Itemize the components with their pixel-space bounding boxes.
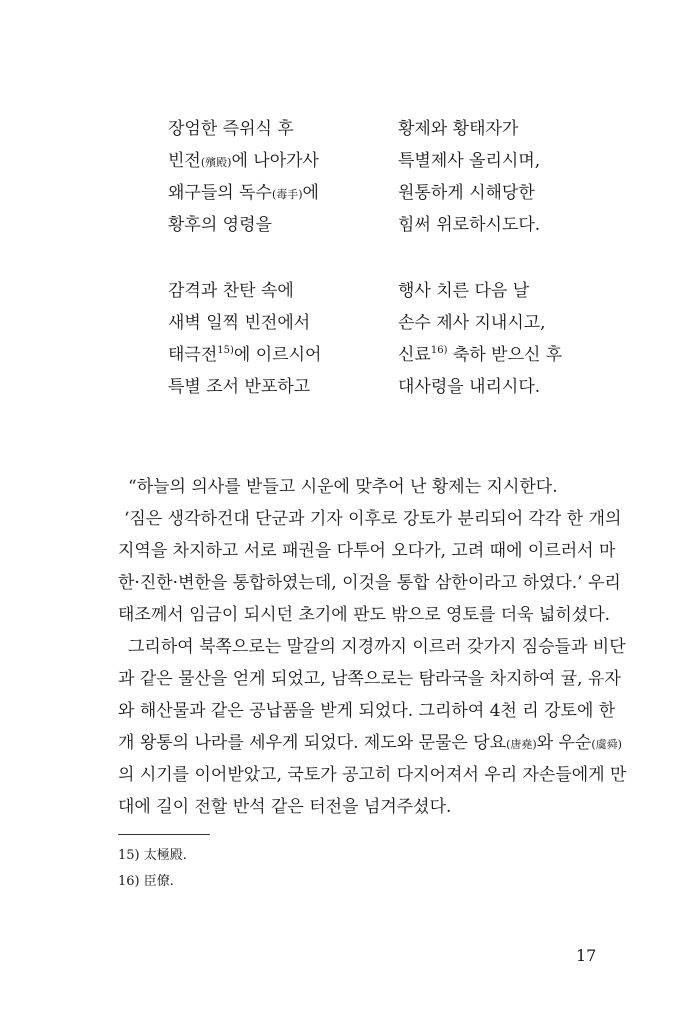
verse-text: 신료	[398, 345, 431, 365]
prose-line: 그리하여 북쪽으로는 말갈의 지경까지 이르러 갖가지 짐승들과 비단	[128, 637, 626, 657]
prose-line: 한·진한·변한을 통합하였는데, 이것을 통합 삼한이라고 하였다.’ 우리	[118, 573, 621, 593]
hanja-annotation: (殯殿)	[200, 156, 232, 169]
verse-line: 감격과 찬탄 속에	[168, 281, 294, 301]
verse-line: 특별제사 올리시며,	[398, 151, 541, 171]
footnote-ref: 15)	[217, 345, 234, 356]
prose-line: 대에 길이 전할 반석 같은 터전을 넘겨주셨다.	[118, 797, 452, 817]
verse-line: 원통하게 시해당한	[398, 183, 535, 203]
verse-line: 손수 제사 지내시고,	[398, 313, 546, 333]
footnote-divider	[118, 834, 210, 835]
prose-line: 과 같은 물산을 얻게 되었고, 남쪽으로는 탐라국을 차지하여 귤, 유자	[118, 669, 621, 689]
verse-line: 행사 치른 다음 날	[398, 281, 530, 301]
footnote-text: 太極殿.	[143, 848, 187, 863]
footnote-number: 15)	[118, 848, 140, 863]
hanja-annotation: (虞舜)	[591, 738, 622, 751]
verse-line: 장엄한 즉위식 후	[168, 119, 294, 139]
footnote-text: 臣僚.	[143, 874, 174, 889]
hanja-annotation: (毒手)	[271, 188, 303, 201]
prose-line: 와 해산물과 같은 공납품을 받게 되었다. 그리하여 4천 리 강토에 한	[118, 701, 616, 721]
prose-line: 태조께서 임금이 되시던 초기에 판도 밖으로 영토를 더욱 넓히셨다.	[118, 605, 611, 625]
prose-line: ‘짐은 생각하건대 단군과 기자 이후로 강토가 분리되어 각각 한 개의	[124, 509, 622, 529]
verse-text: 축하 받으신 후	[447, 345, 563, 365]
footnote	[118, 874, 174, 890]
footnote	[118, 848, 187, 864]
verse-text: 에 이르시어	[233, 345, 322, 365]
verse-line: 특별 조서 반포하고	[168, 377, 311, 397]
verse-text: 태극전	[168, 345, 218, 365]
footnote-number: 16)	[118, 874, 140, 889]
prose-line: “하늘의 의사를 받들고 시운에 맞추어 난 황제는 지시한다.	[128, 477, 558, 497]
verse-line: 대사령을 내리시다.	[398, 377, 541, 397]
verse-line: 새벽 일찍 빈전에서	[168, 313, 311, 333]
prose-line: 의 시기를 이어받았고, 국토가 공고히 다지어져서 우리 자손들에게 만	[118, 765, 627, 785]
verse-text: 에	[302, 183, 319, 203]
prose-line: 지역을 차지하고 서로 패권을 다투어 오다가, 고려 때에 이르러서 마	[118, 541, 616, 561]
footnote-ref: 16)	[430, 345, 448, 356]
verse-text: 에 나아가사	[231, 151, 319, 171]
verse-line: 힘써 위로하시도다.	[398, 215, 541, 235]
verse-line: 황후의 영령을	[168, 215, 272, 235]
verse-line	[168, 344, 321, 366]
page-number: 17	[576, 946, 597, 965]
verse-line	[398, 344, 562, 366]
verse-line	[168, 182, 319, 206]
verse-text: 왜구들의 독수	[168, 183, 272, 203]
verse-line: 황제와 황태자가	[398, 119, 519, 139]
prose-text: 개 왕통의 나라를 세우게 되었다. 제도와 문물은 당요	[118, 733, 507, 753]
verse-text: 빈전	[168, 151, 201, 171]
prose-line	[118, 732, 622, 756]
verse-line	[168, 150, 319, 174]
prose-text: 와 우순	[536, 733, 592, 753]
hanja-annotation: (唐堯)	[506, 738, 537, 751]
